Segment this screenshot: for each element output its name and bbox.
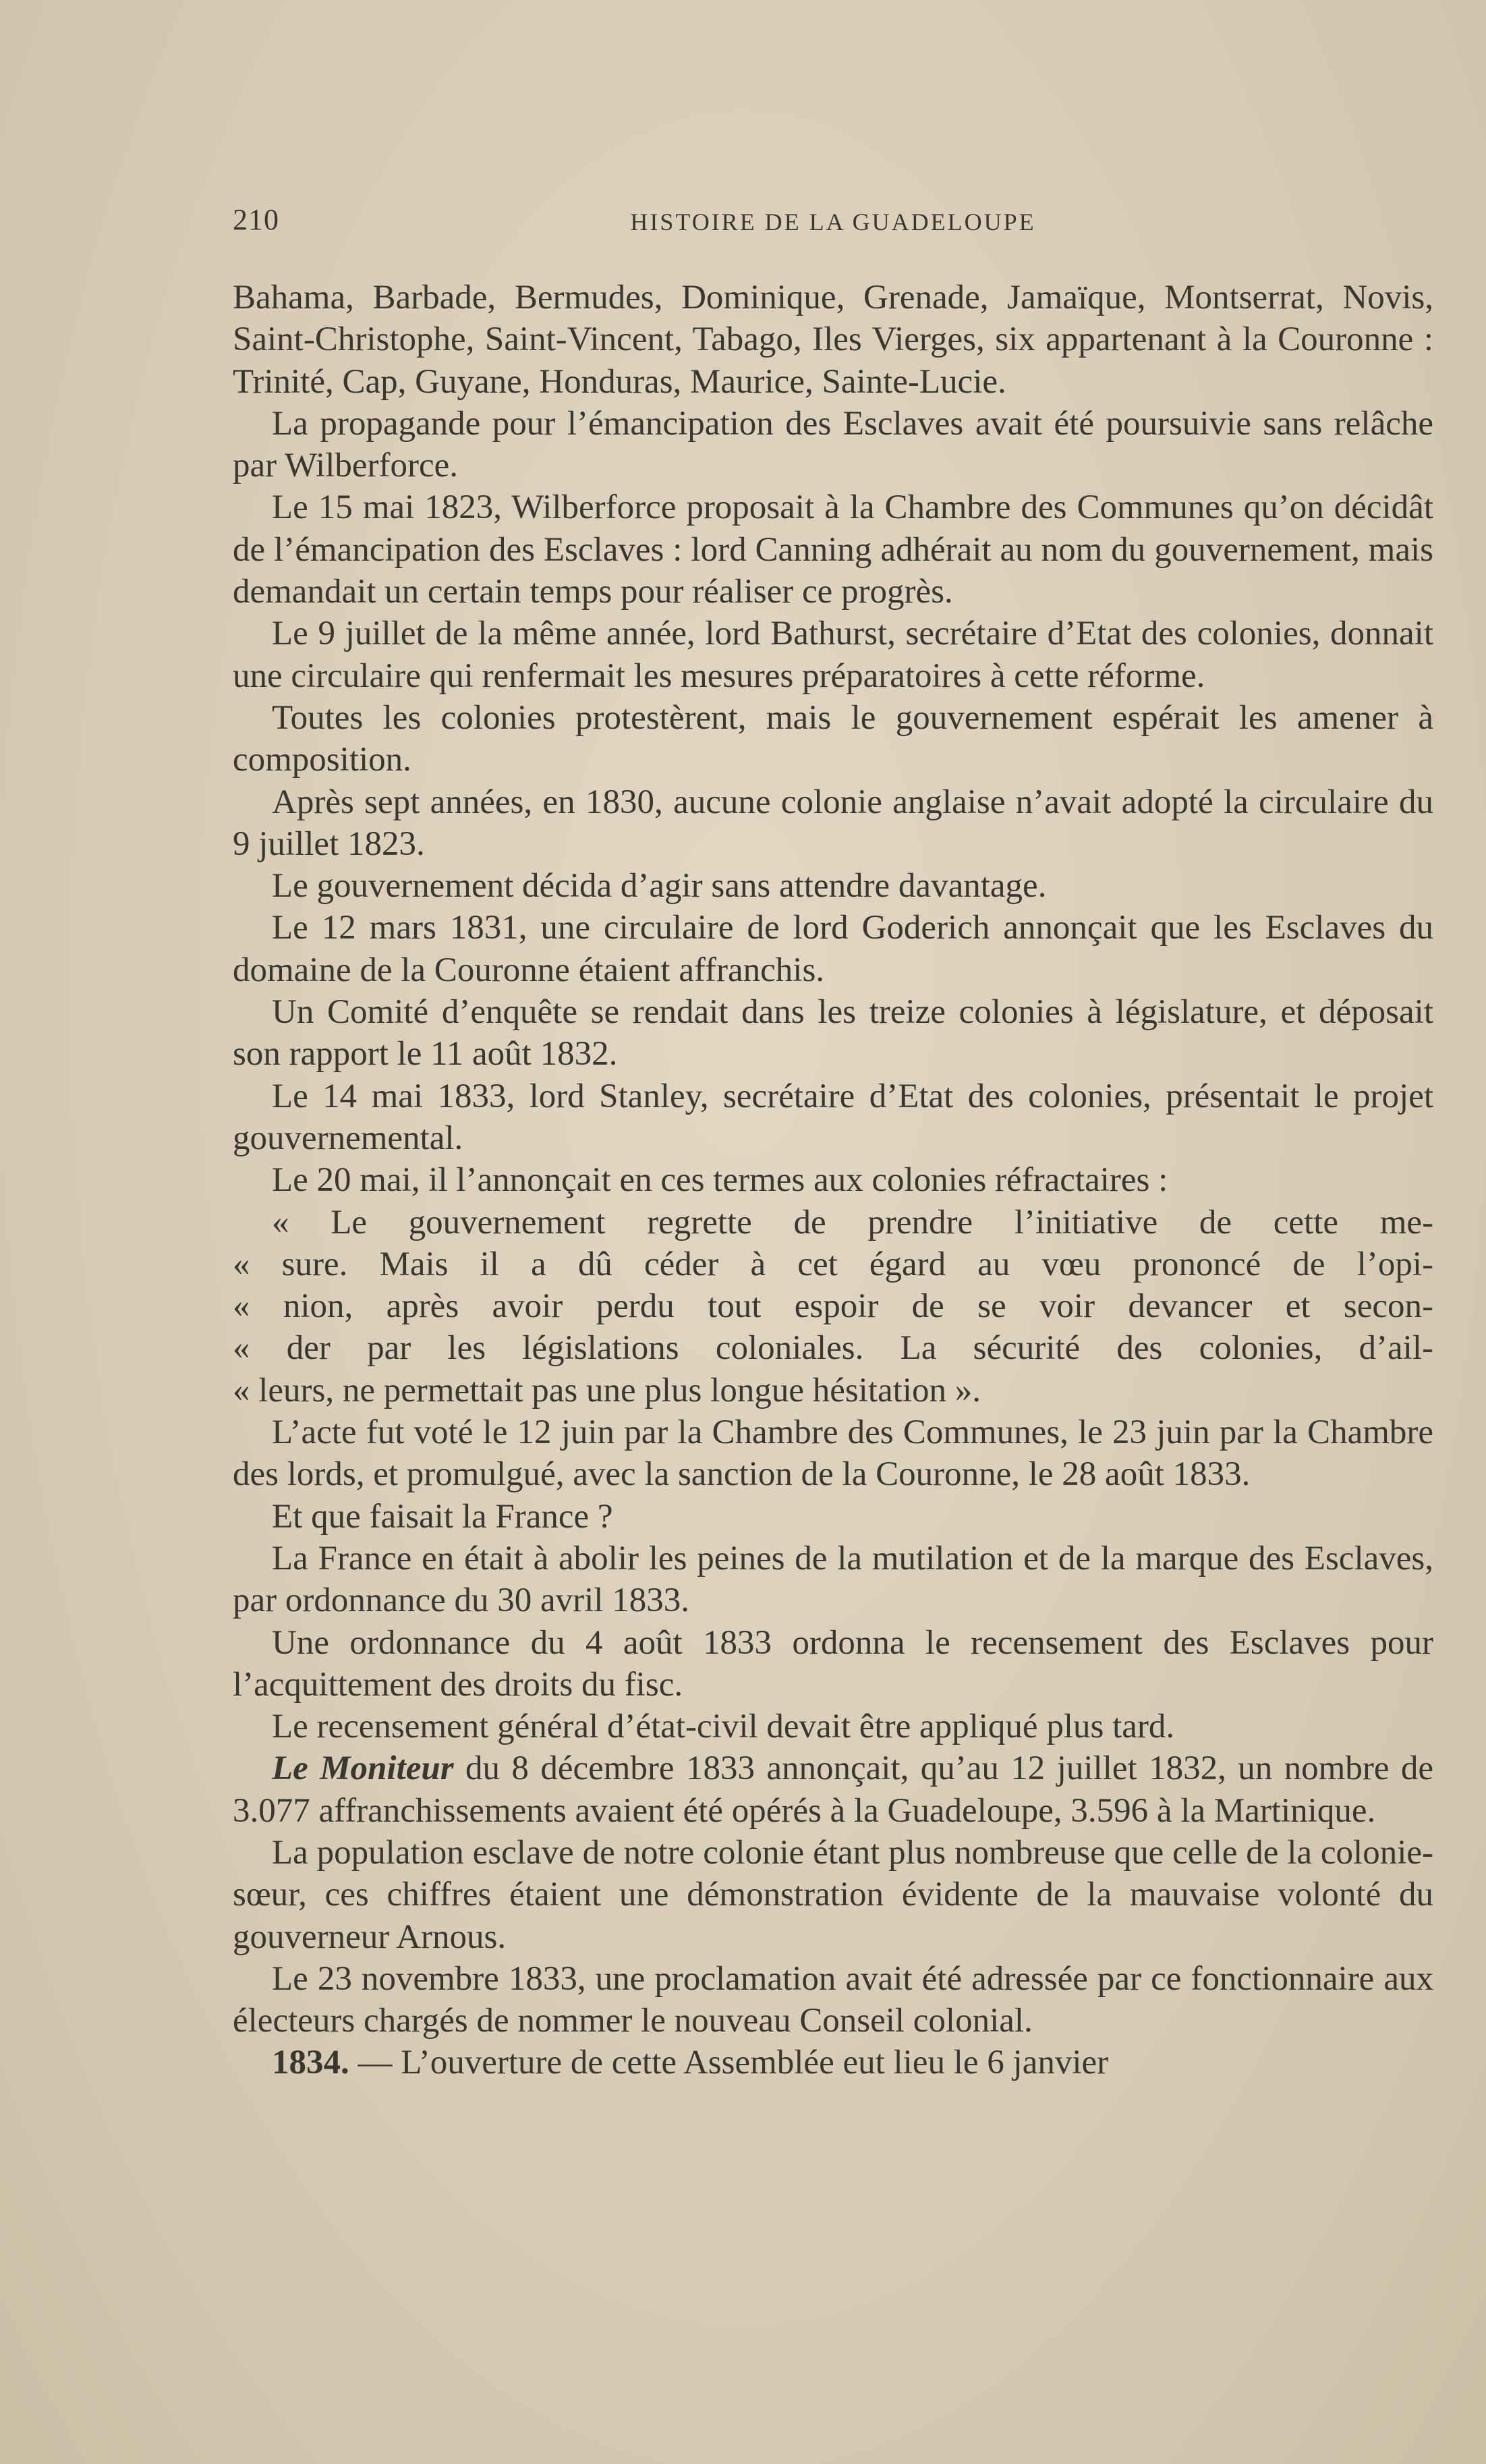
body-text bbox=[233, 277, 1433, 2084]
paragraph: Toutes les colonies protestèrent, mais le gouvernement espérait les amener à composition. bbox=[233, 698, 1433, 779]
quote-line: « nion, après avoir perdu tout espoir de se voir devancer et secon- bbox=[233, 1287, 1433, 1326]
paragraph bbox=[233, 1747, 1433, 1832]
newspaper-title: Le Moniteur bbox=[272, 1749, 454, 1788]
quote-line: « leurs, ne permettait pas une plus longue hésitation ». bbox=[233, 1371, 981, 1409]
quote-line: « der par les législations coloniales. La sécurité des colonies, d’ail- bbox=[233, 1329, 1433, 1368]
paragraph: Une ordonnance du 4 août 1833 ordonna le recensement des Esclaves pour l’acquittement des droits du fisc. bbox=[233, 1623, 1433, 1704]
paragraph: Le 15 mai 1823, Wilberforce proposait à la Chambre des Communes qu’on décidât de l’émancipation des Esclaves : lord Canning adhérait au nom du gouvernement, mais demandait un certain temps pour réaliser ce progrès. bbox=[233, 488, 1433, 611]
paragraph: Le 23 novembre 1833, une proclamation avait été adressée par ce fonctionnaire aux électeurs chargés de nommer le nouveau Conseil colonial. bbox=[233, 1959, 1433, 2040]
running-title: HISTOIRE DE LA GUADELOUPE bbox=[630, 208, 1036, 235]
book-page bbox=[233, 202, 1433, 2084]
paragraph: Et que faisait la France ? bbox=[272, 1497, 613, 1536]
paragraph: Le 20 mai, il l’annonçait en ces termes aux colonies réfractaires : bbox=[272, 1161, 1168, 1200]
paragraph: Après sept années, en 1830, aucune colonie anglaise n’avait adopté la circulaire du 9 juillet 1823. bbox=[233, 783, 1433, 863]
running-head bbox=[233, 202, 1433, 256]
paragraph: La France en était à abolir les peines de la mutilation et de la marque des Esclaves, par ordonnance du 30 avril 1833. bbox=[233, 1539, 1433, 1620]
paragraph bbox=[233, 2042, 1433, 2083]
paragraph-text: du 8 décembre 1833 annonçait, qu’au 12 juillet 1832, un nombre de 3.077 affranchissements avaient été opérés à la Guadeloupe, 3.596 à la Martinique. bbox=[233, 1749, 1434, 1830]
block-quote bbox=[233, 1202, 1433, 1411]
paragraph: Le 14 mai 1833, lord Stanley, secrétaire d’Etat des colonies, présentait le projet gouvernemental. bbox=[233, 1077, 1433, 1157]
paragraph: Le 9 juillet de la même année, lord Bathurst, secrétaire d’Etat des colonies, donnait une circulaire qui renfermait les mesures préparatoires à cette réforme. bbox=[233, 615, 1433, 695]
quote-line: « sure. Mais il a dû céder à cet égard au vœu prononcé de l’opi- bbox=[233, 1245, 1433, 1283]
paragraph-text: — L’ouverture de cette Assemblée eut lieu le 6 janvier bbox=[349, 2044, 1109, 2082]
quote-line: « Le gouvernement regrette de prendre l’initiative de cette me- bbox=[272, 1203, 1433, 1241]
paragraph: L’acte fut voté le 12 juin par la Chambre des Communes, le 23 juin par la Chambre des lords, et promulgué, avec la sanction de la Couronne, le 28 août 1833. bbox=[233, 1413, 1433, 1494]
paragraph: Le gouvernement décida d’agir sans attendre davantage. bbox=[272, 867, 1047, 905]
page-number: 210 bbox=[233, 203, 279, 236]
paragraph: La population esclave de notre colonie étant plus nombreuse que celle de la colonie-sœur, ces chiffres étaient une démonstration évidente de la mauvaise volonté du gouverneur Arnous. bbox=[233, 1833, 1433, 1956]
paragraph: La propagande pour l’émancipation des Esclaves avait été poursuivie sans relâche par Wilberforce. bbox=[233, 404, 1433, 485]
paragraph: Bahama, Barbade, Bermudes, Dominique, Grenade, Jamaïque, Montserrat, Novis, Saint-Christophe, Saint-Vincent, Tabago, Iles Vierges, six appartenant à la Couronne : Trinité, Cap, Guyane, Honduras, Maurice, Sainte-Lucie. bbox=[233, 279, 1433, 401]
paragraph: Le recensement général d’état-civil devait être appliqué plus tard. bbox=[272, 1708, 1175, 1746]
paragraph: Le 12 mars 1831, une circulaire de lord Goderich annonçait que les Esclaves du domaine de la Couronne étaient affranchis. bbox=[233, 909, 1433, 989]
year-heading: 1834. bbox=[272, 2044, 349, 2082]
paragraph: Un Comité d’enquête se rendait dans les treize colonies à législature, et déposait son rapport le 11 août 1832. bbox=[233, 993, 1433, 1073]
